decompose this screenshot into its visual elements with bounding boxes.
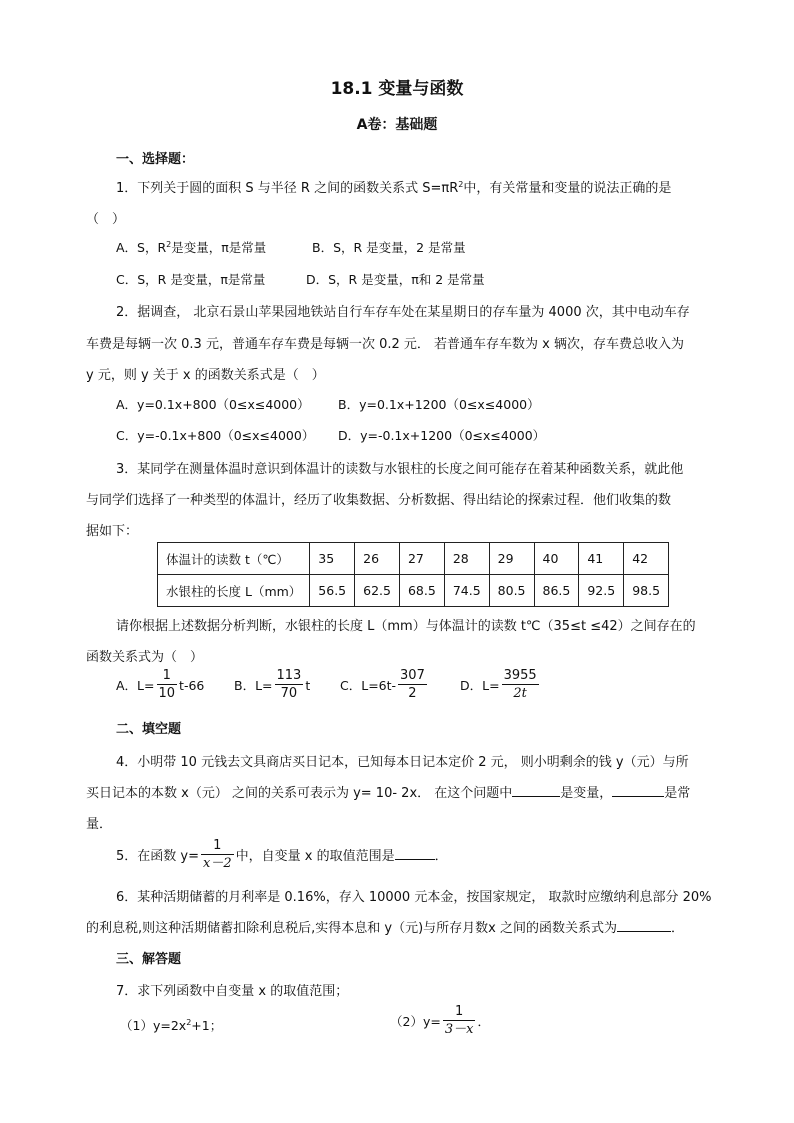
q3-option-a bbox=[116, 670, 204, 703]
q3-option-d bbox=[460, 670, 541, 703]
q3-option-a-suffix: t-66 bbox=[179, 678, 205, 693]
q7-part-1 bbox=[120, 1016, 222, 1034]
table-cell: 40 bbox=[534, 543, 579, 575]
table-row bbox=[158, 543, 669, 575]
table-row-label-length: 水银柱的长度 L（mm） bbox=[158, 575, 310, 607]
table-cell: 80.5 bbox=[489, 575, 534, 607]
page-title: 18.1 变量与函数 bbox=[330, 79, 464, 99]
q7-part-2-fraction bbox=[443, 1004, 476, 1037]
fraction-denominator: x－2 bbox=[203, 856, 232, 871]
q7-part-2 bbox=[390, 1006, 490, 1039]
q4-stem-line1: 4．小明带 10 元钱去文具商店买日记本，已知每本日记本定价 2 元， 则小明剩余的钱 y（元）与所 bbox=[116, 755, 689, 770]
q3-option-d-fraction bbox=[502, 668, 539, 701]
answer-blank[interactable] bbox=[395, 847, 435, 860]
q4-stem-line2 bbox=[86, 782, 718, 801]
q3-option-c bbox=[340, 670, 429, 703]
table-cell: 28 bbox=[444, 543, 489, 575]
q3-stem-line4: 请你根据上述数据分析判断，水银柱的长度 L（mm）与体温计的读数 t℃（35≤t ≤42）之间存在的 bbox=[116, 619, 696, 634]
q3-option-c-fraction bbox=[398, 668, 427, 701]
q4-text-a: 买日记本的本数 x（元） 之间的关系可表示为 y= 10- 2x． 在这个问题中 bbox=[86, 786, 513, 801]
q1-option-b: B．S，R 是变量，2 是常量 bbox=[312, 240, 466, 255]
q3-stem-line2: 与同学们选择了一种类型的体温计，经历了收集数据、分析数据、得出结论的探索过程．他们收集的数 bbox=[86, 493, 672, 508]
q1-option-a-sup: 2 bbox=[166, 240, 172, 249]
q5-prefix: 5．在函数 y= bbox=[116, 849, 199, 864]
q3-option-a-fraction bbox=[157, 668, 178, 701]
table-cell: 62.5 bbox=[355, 575, 400, 607]
q1-option-a-text-b: 是变量，π是常量 bbox=[171, 240, 267, 255]
q4-text-c: 是常 bbox=[664, 786, 691, 801]
q3-option-b-suffix: t bbox=[305, 678, 311, 693]
q3-option-b-prefix: B．L= bbox=[234, 678, 273, 693]
q2-stem-line3: y 元，则 y 关于 x 的函数关系式是（ ） bbox=[86, 368, 325, 383]
q1-option-a bbox=[116, 238, 266, 256]
table-cell: 56.5 bbox=[310, 575, 355, 607]
table-row bbox=[158, 575, 669, 607]
table-cell: 92.5 bbox=[579, 575, 624, 607]
fraction-denominator: 3－x bbox=[444, 1022, 474, 1037]
answer-blank[interactable] bbox=[617, 919, 671, 932]
table-cell: 86.5 bbox=[534, 575, 579, 607]
q1-option-c: C．S，R 是变量，π是常量 bbox=[116, 272, 266, 287]
q5-end: ． bbox=[434, 849, 448, 864]
table-cell: 98.5 bbox=[624, 575, 669, 607]
q7-stem: 7．求下列函数中自变量 x 的取值范围； bbox=[116, 984, 349, 999]
table-cell: 35 bbox=[310, 543, 355, 575]
q3-option-b-fraction bbox=[275, 668, 304, 701]
q2-option-d: D．y=-0.1x+1200（0≤x≤4000） bbox=[338, 428, 546, 443]
fraction-numerator: 1 bbox=[157, 668, 178, 685]
q2-option-a: A．y=0.1x+800（0≤x≤4000） bbox=[116, 397, 310, 412]
q7-part-1-text-b: +1； bbox=[191, 1018, 223, 1033]
q1-sup: 2 bbox=[458, 180, 464, 189]
q7-part-1-text: （1）y=2x bbox=[120, 1018, 187, 1033]
q3-option-a-prefix: A．L= bbox=[116, 678, 155, 693]
q2-option-c: C．y=-0.1x+800（0≤x≤4000） bbox=[116, 428, 315, 443]
q6-stem-line1: 6．某种活期储蓄的月利率是 0.16%，存入 10000 元本金，按国家规定， 取款时应缴纳利息部分 20% bbox=[116, 890, 712, 905]
table-cell: 74.5 bbox=[444, 575, 489, 607]
fraction-numerator: 113 bbox=[276, 668, 302, 683]
fraction-denominator: 2 bbox=[408, 686, 417, 701]
q1-text-b: 中，有关常量和变量的说法正确的是 bbox=[463, 181, 672, 196]
table-cell: 41 bbox=[579, 543, 624, 575]
q2-stem-line1: 2．据调查， 北京石景山苹果园地铁站自行车存车处在某星期日的存车量为 4000 次，其中电动车存 bbox=[116, 305, 690, 320]
q5-fraction bbox=[201, 838, 234, 871]
q1-option-d: D．S，R 是变量，π和 2 是常量 bbox=[306, 272, 485, 287]
fraction-numerator: 1 bbox=[443, 1004, 476, 1021]
q5-text: 中，自变量 x 的取值范围是 bbox=[235, 849, 395, 864]
q2-option-b: B．y=0.1x+1200（0≤x≤4000） bbox=[338, 397, 540, 412]
table-row-label-temp: 体温计的读数 t（℃） bbox=[158, 543, 310, 575]
q3-option-c-prefix: C．L=6t- bbox=[340, 678, 397, 693]
q3-option-b bbox=[234, 670, 310, 703]
table-cell: 42 bbox=[624, 543, 669, 575]
q1-option-a-text: A．S，R bbox=[116, 240, 167, 255]
q7-part-2-prefix: （2）y= bbox=[390, 1014, 441, 1029]
fraction-denominator: 70 bbox=[280, 686, 298, 701]
q3-data-table bbox=[157, 542, 669, 607]
table-cell: 26 bbox=[355, 543, 400, 575]
q3-stem-line1: 3．某同学在测量体温时意识到体温计的读数与水银柱的长度之间可能存在着某种函数关系，就此他 bbox=[116, 462, 684, 477]
answer-blank[interactable] bbox=[612, 784, 664, 797]
q6-stem-line2 bbox=[86, 917, 718, 936]
q1-stem bbox=[116, 177, 716, 196]
q4-text-b: 是变量， bbox=[560, 786, 613, 801]
table-cell: 68.5 bbox=[399, 575, 444, 607]
table-cell: 27 bbox=[399, 543, 444, 575]
q3-stem-line5: 函数关系式为（ ） bbox=[86, 650, 204, 665]
q6-end: ． bbox=[671, 921, 685, 936]
q3-stem-line3: 据如下： bbox=[86, 524, 139, 539]
q1-text-a: 1．下列关于圆的面积 S 与半径 R 之间的函数关系式 S=πR bbox=[116, 181, 459, 196]
section-heading-fill: 二、填空题 bbox=[116, 722, 182, 737]
q7-part-2-end: ． bbox=[477, 1014, 490, 1029]
fraction-denominator: 10 bbox=[158, 686, 176, 701]
fraction-numerator: 3955 bbox=[503, 668, 537, 683]
q2-stem-line2: 车费是每辆一次 0.3 元，普通车存车费是每辆一次 0.2 元． 若普通车存车数为 x 辆次，存车费总收入为 bbox=[86, 337, 684, 352]
answer-blank[interactable] bbox=[512, 784, 560, 797]
section-heading-choice: 一、选择题： bbox=[116, 152, 195, 167]
q4-stem-line3: 量． bbox=[86, 817, 113, 832]
fraction-denominator: 2t bbox=[513, 686, 527, 701]
q3-option-d-prefix: D．L= bbox=[460, 678, 500, 693]
section-heading-solve: 三、解答题 bbox=[116, 952, 182, 967]
fraction-numerator: 1 bbox=[201, 838, 234, 855]
page-subtitle: A卷：基础题 bbox=[356, 117, 438, 133]
q7-part-1-sup: 2 bbox=[186, 1018, 192, 1027]
q6-text: 的利息税,则这种活期储蓄扣除利息税后,实得本息和 y（元)与所存月数x 之间的函数关系式为 bbox=[86, 921, 617, 936]
fraction-numerator: 307 bbox=[400, 668, 425, 683]
q1-bracket: （ ） bbox=[86, 212, 126, 227]
q5-stem bbox=[116, 840, 716, 873]
table-cell: 29 bbox=[489, 543, 534, 575]
